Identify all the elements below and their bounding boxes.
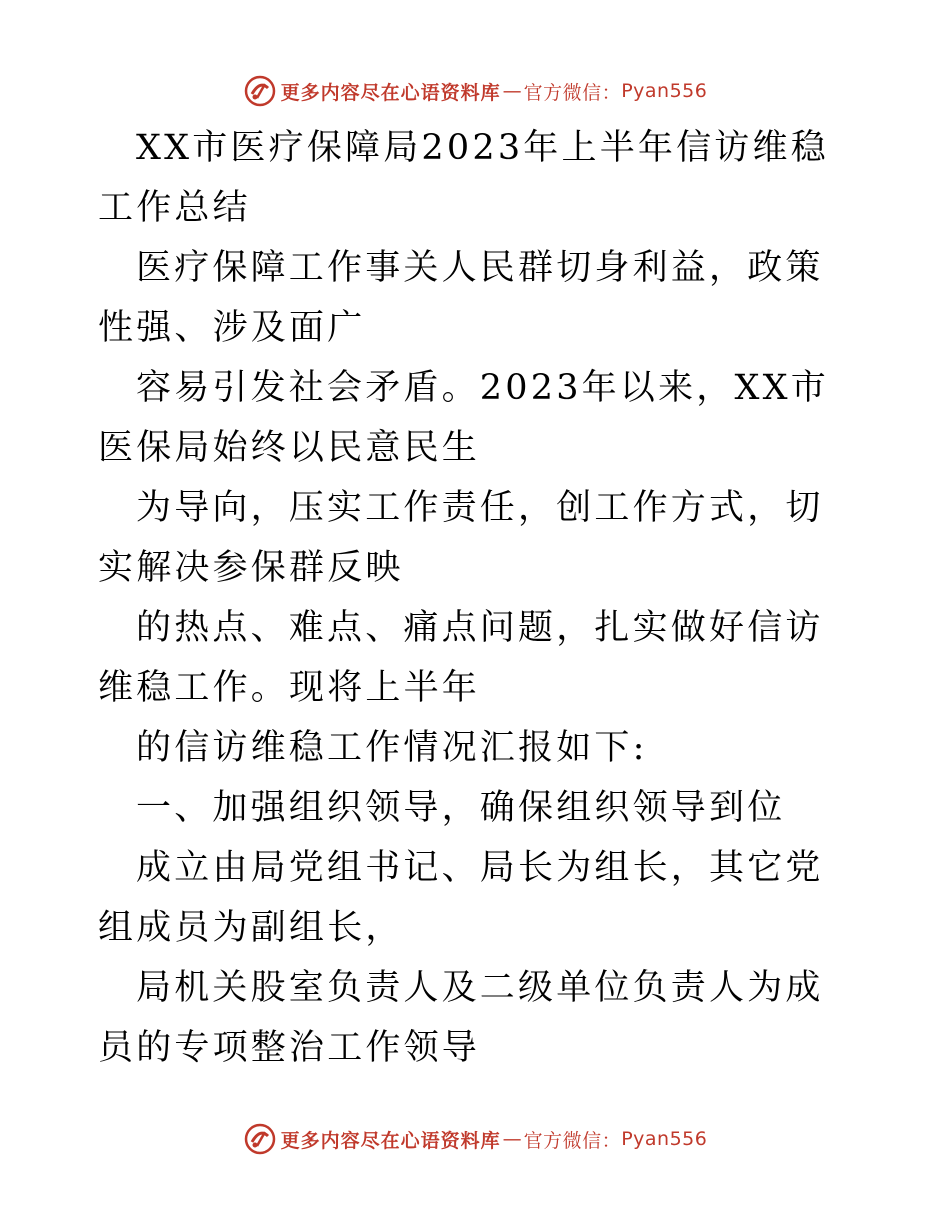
- paragraph-6: 成立由局党组书记、局长为组长，其它党组成员为副组长，: [98, 848, 824, 948]
- banner-dash: —: [502, 80, 522, 102]
- paragraph-7: 局机关股室负责人及二级单位负责人为成员的专项整治工作领导: [98, 968, 824, 1068]
- banner-text: 更多内容尽在心语资料库: [280, 1129, 501, 1152]
- section-heading-1: 一、加强组织领导，确保组织领导到位: [136, 788, 786, 828]
- paragraph-4: 的热点、难点、痛点问题，扎实做好信访维稳工作。现将上半年: [98, 608, 824, 708]
- banner-wechat-id: Pyan556: [621, 80, 708, 102]
- brand-logo-icon: [243, 1122, 277, 1156]
- paragraph-1: 医疗保障工作事关人民群切身利益，政策性强、涉及面广: [98, 248, 824, 348]
- document-body: [98, 118, 860, 1078]
- banner-text: 更多内容尽在心语资料库: [280, 81, 501, 104]
- banner-wechat-label: 官方微信：: [523, 81, 622, 104]
- paragraph-3: 为导向，压实工作责任，创工作方式，切实解决参保群反映: [98, 488, 824, 588]
- footer-banner: [0, 1117, 950, 1161]
- header-banner: [0, 69, 950, 113]
- paragraph-5: 的信访维稳工作情况汇报如下:: [136, 728, 648, 768]
- banner-dash: —: [502, 1128, 522, 1150]
- brand-logo-icon: [243, 74, 277, 108]
- paragraph-2: 容易引发社会矛盾。2023年以来，XX市医保局始终以民意民生: [98, 368, 829, 468]
- banner-wechat-label: 官方微信：: [523, 1129, 622, 1152]
- banner-wechat-id: Pyan556: [621, 1128, 708, 1150]
- document-title: XX市医疗保障局2023年上半年信访维稳工作总结: [98, 128, 829, 228]
